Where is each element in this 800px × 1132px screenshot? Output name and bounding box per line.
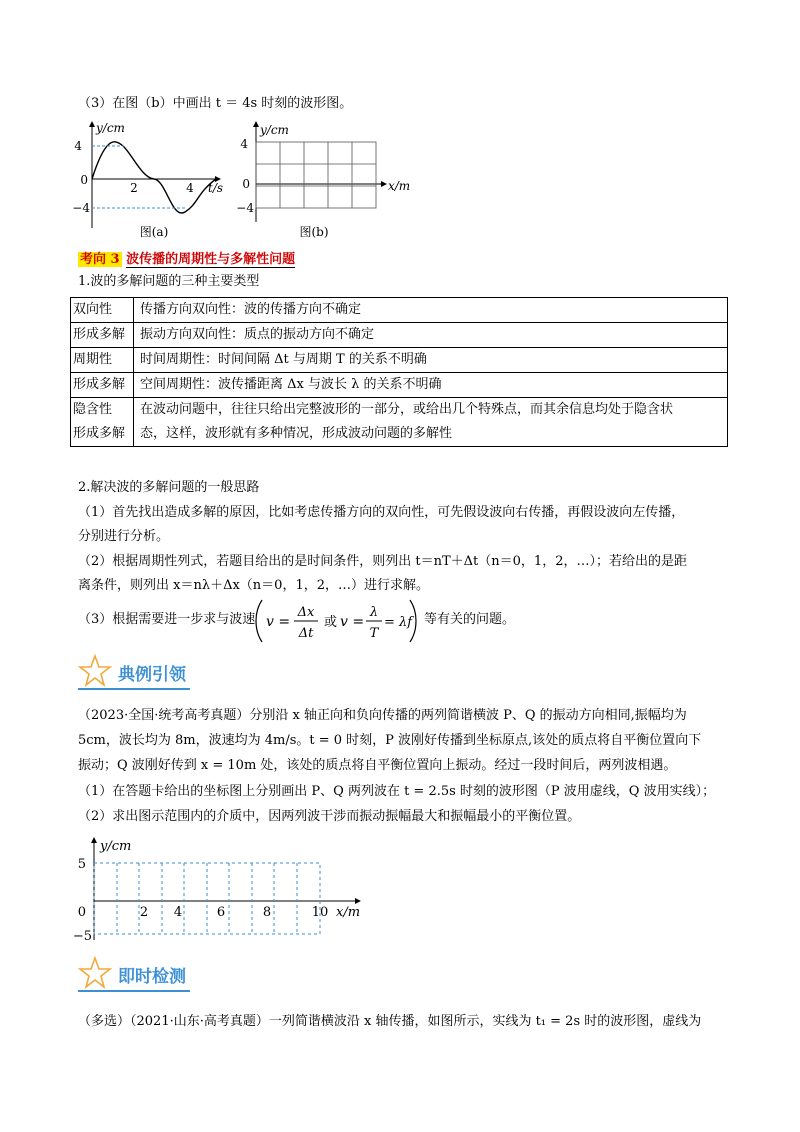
table-category: 形成多解 xyxy=(71,373,134,398)
fig-c-xtick: 6 xyxy=(216,905,226,920)
formula-den2: T xyxy=(369,626,379,641)
topic-title: 波传播的周期性与多解性问题 xyxy=(126,252,296,267)
figure-c xyxy=(72,834,382,944)
example-line: （2023·全国·统考高考真题）分别沿 x 轴正向和负向传播的两列简谐横波 P、Q 的振动方向相同,振幅均为 xyxy=(78,708,687,723)
sine-curve xyxy=(92,142,216,213)
star-icon xyxy=(78,654,112,688)
p2-line: （2）根据周期性列式，若题目给出的是时间条件，则列出 t＝nT＋Δt（n＝0，1，2，…）；若给出的是距 xyxy=(78,554,687,569)
p2-line: 离条件，则列出 x＝nλ＋Δx（n＝0，1，2，…）进行求解。 xyxy=(78,578,429,593)
table-cell: 时间周期性：时间间隔 Δt 与周期 T 的关系不明确 xyxy=(134,348,728,373)
formula-v2: v = xyxy=(340,614,365,630)
fig-b-caption: 图(b) xyxy=(299,225,329,239)
fig-c-xtick: 2 xyxy=(139,905,149,920)
fig-a-ytick: 4 xyxy=(74,139,82,153)
fig-b-xlabel: x/m xyxy=(388,179,411,193)
p2-line: 分别进行分析。 xyxy=(78,529,170,544)
fig-a-xlabel: t/s xyxy=(208,181,224,195)
topic-header xyxy=(78,248,295,267)
example-question: （1）在答题卡给出的坐标图上分别画出 P、Q 两列波在 t = 2.5s 时刻的波形图（P 波用虚线，Q 波用实线）； xyxy=(78,784,716,799)
fig-a-xtick: 2 xyxy=(130,181,138,195)
example-question: （2）求出图示范围内的介质中，因两列波干涉而振动振幅最大和振幅最小的平衡位置。 xyxy=(78,809,581,824)
table-category: 双向性 xyxy=(71,298,134,323)
figure-a xyxy=(72,118,232,243)
p2-line3-pre: （3）根据需要进一步求与波速 xyxy=(78,612,256,627)
fig-a-caption: 图(a) xyxy=(139,225,169,239)
fig-b-ylabel: y/cm xyxy=(260,123,289,137)
fig-a-xtick: 4 xyxy=(186,181,194,195)
table-category: 形成多解 xyxy=(71,422,134,447)
fig-c-ytick: −5 xyxy=(72,929,92,944)
table-cell: 态，这样，波形就有多种情况，形成波动问题的多解性 xyxy=(134,422,728,447)
multi-solution-table xyxy=(70,297,728,447)
topic-tag: 考向 3 xyxy=(80,252,120,267)
velocity-formula xyxy=(254,598,424,644)
fig-c-xtick: 4 xyxy=(173,905,183,920)
fig-b-ytick: 0 xyxy=(242,177,250,191)
table-cell: 振动方向双向性：质点的振动方向不确定 xyxy=(134,323,728,348)
fig-a-ytick: −4 xyxy=(72,201,90,215)
table-cell: 传播方向双向性：波的传播方向不确定 xyxy=(134,298,728,323)
dashed-grid xyxy=(94,863,320,934)
p2-line3-post: 等有关的问题。 xyxy=(424,612,516,627)
p2-heading: 2.解决波的多解问题的一般思路 xyxy=(78,480,260,495)
table-cell: 空间周期性：波传播距离 Δx 与波长 λ 的关系不明确 xyxy=(134,373,728,398)
fig-c-origin: 0 xyxy=(77,905,86,920)
table-cell: 在波动问题中，往往只给出完整波形的一部分，或给出几个特殊点，而其余信息均处于隐含状 xyxy=(134,398,728,423)
star-icon xyxy=(78,956,112,990)
example-line: 5cm，波长均为 8m，波速均为 4m/s。t = 0 时刻，P 波刚好传播到坐标原点,该处的质点将自平衡位置向下 xyxy=(78,733,702,748)
formula-or: 或 xyxy=(324,615,338,630)
formula-num2: λ xyxy=(369,605,379,620)
fig-c-xlabel: x/m xyxy=(336,905,361,920)
table-category: 形成多解 xyxy=(71,323,134,348)
fig-c-ytick: 5 xyxy=(77,857,86,872)
fig-a-ylabel: y/cm xyxy=(96,121,125,135)
check-section-title: 即时检测 xyxy=(118,967,186,987)
figure-b xyxy=(236,118,426,243)
formula-den1: Δt xyxy=(298,626,314,641)
p2-line: （1）首先找出造成多解的原因，比如考虑传播方向的双向性，可先假设波向右传播，再假设波向左传播， xyxy=(78,505,685,520)
example-section-title: 典例引领 xyxy=(118,665,186,685)
table-category: 隐含性 xyxy=(71,398,134,423)
check-line: （多选）（2021·山东·高考真题）一列简谐横波沿 x 轴传播，如图所示，实线为 t₁ = 2s 时的波形图，虚线为 xyxy=(78,1014,702,1029)
p1-heading: 1.波的多解问题的三种主要类型 xyxy=(78,274,260,289)
fig-c-ylabel: y/cm xyxy=(100,839,132,854)
fig-c-xtick: 10 xyxy=(311,905,329,920)
formula-tail: = λf xyxy=(384,615,413,630)
q3-text: （3）在图（b）中画出 t ＝ 4s 时刻的波形图。 xyxy=(78,96,353,111)
fig-a-ytick: 0 xyxy=(80,173,88,187)
example-line: 振动；Q 波刚好传到 x = 10m 处，该处的质点将自平衡位置向上振动。经过一段时间后，两列波相遇。 xyxy=(78,758,677,773)
fig-b-ytick: −4 xyxy=(236,201,254,215)
grid xyxy=(256,142,376,208)
formula-v1: v = xyxy=(266,614,291,630)
table-category: 周期性 xyxy=(71,348,134,373)
fig-c-xtick: 8 xyxy=(262,905,272,920)
section-rule xyxy=(78,688,190,690)
fig-b-ytick: 4 xyxy=(240,137,248,151)
section-rule xyxy=(78,990,190,992)
formula-num1: Δx xyxy=(297,605,315,620)
